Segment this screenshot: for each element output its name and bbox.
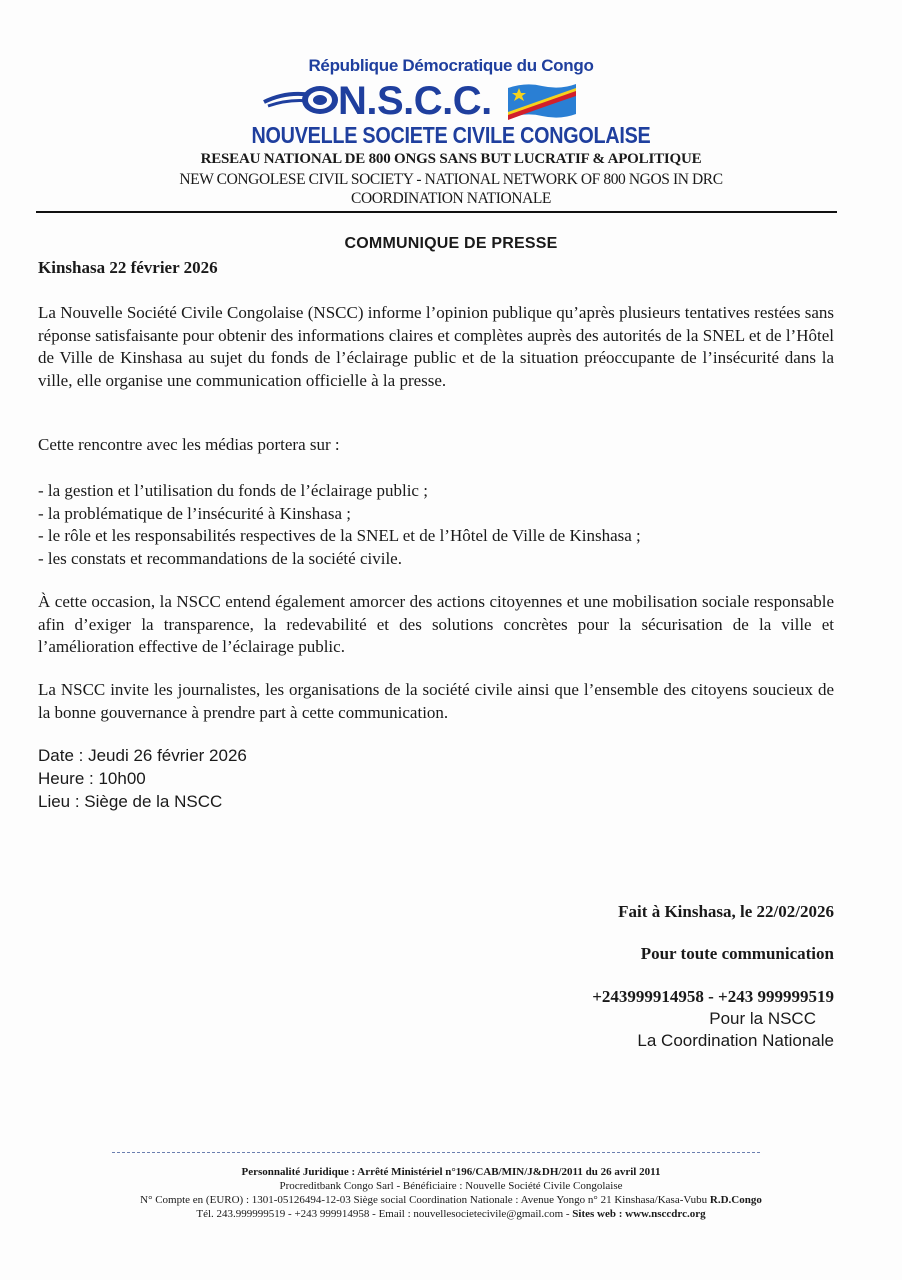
contact-phones: +243999914958 - +243 999999519 xyxy=(592,987,834,1006)
contact-label: Pour toute communication xyxy=(640,944,834,963)
organization-name: NOUVELLE SOCIETE CIVILE CONGOLAISE xyxy=(251,122,651,148)
drc-flag-icon xyxy=(506,82,578,120)
footer-country: R.D.Congo xyxy=(709,1194,762,1206)
paragraph-actions: À cette occasion, la NSCC entend également amorcer des actions citoyennes et une mobilisation sociale responsable afin d’exiger la transparence, la redevabilité et des solutions concrètes pour la sécurisation de la ville et l’amélioration effective de l’éclairage public. xyxy=(38,592,834,657)
signature-org: Pour la NSCC xyxy=(709,1009,816,1028)
place-date: Kinshasa 22 février 2026 xyxy=(38,258,218,277)
footer-contact xyxy=(0,1207,902,1222)
event-time: Heure : 10h00 xyxy=(38,769,146,788)
header-divider xyxy=(36,211,837,213)
topics-list xyxy=(38,480,641,570)
event-date: Date : Jeudi 26 février 2026 xyxy=(38,746,247,765)
event-place: Lieu : Siège de la NSCC xyxy=(38,792,223,811)
document-title: COMMUNIQUE DE PRESSE xyxy=(344,235,558,252)
network-english: NEW CONGOLESE CIVIL SOCIETY - NATIONAL NETWORK OF 800 NGOS IN DRC xyxy=(179,171,723,188)
footer-account-text: N° Compte en (EURO) : 1301-05126494-12-03 Siège social Coordination Nationale : Avenue Yongo n° 21 Kinshasa/Kasa-Vubu xyxy=(140,1194,708,1206)
footer-account xyxy=(0,1193,902,1208)
footer-contact-text: Tél. 243.999999519 - +243 999914958 - Email : nouvellesocietecivile@gmail.com - xyxy=(196,1208,570,1220)
coordination-label: COORDINATION NATIONALE xyxy=(351,190,551,207)
list-item: - le rôle et les responsabilités respectives de la SNEL et de l’Hôtel de Ville de Kinshasa ; xyxy=(38,526,641,546)
nscc-logo xyxy=(262,76,642,126)
signature-signatory: La Coordination Nationale xyxy=(637,1031,834,1050)
footer-divider xyxy=(112,1152,760,1153)
footer-website[interactable]: Sites web : www.nsccdrc.org xyxy=(572,1208,706,1220)
list-item: - la problématique de l’insécurité à Kinshasa ; xyxy=(38,503,351,523)
paragraph-intro: La Nouvelle Société Civile Congolaise (NSCC) informe l’opinion publique qu’après plusieurs tentatives restées sans réponse satisfaisante pour obtenir des informations claires et complètes auprès des autorités de la SNEL et de l’Hôtel de Ville de Kinshasa au sujet du fonds de l’éclairage public et de la situation préoccupante de l’insécurité dans la ville, elle organise une communication officielle à la presse. xyxy=(38,303,834,390)
eye-swoosh-icon xyxy=(262,80,342,120)
footer-bank: Procreditbank Congo Sarl - Bénéficiaire : Nouvelle Société Civile Congolaise xyxy=(279,1180,623,1192)
footer-legal: Personnalité Juridique : Arrêté Ministériel n°196/CAB/MIN/J&DH/2011 du 26 avril 2011 xyxy=(241,1166,661,1178)
done-at: Fait à Kinshasa, le 22/02/2026 xyxy=(618,902,834,921)
logo-text: N.S.C.C. xyxy=(338,79,492,123)
list-item: - la gestion et l’utilisation du fonds de l’éclairage public ; xyxy=(38,481,428,500)
paragraph-invitation: La NSCC invite les journalistes, les organisations de la société civile ainsi que l’ensemble des citoyens soucieux de la bonne gouvernance à prendre part à cette communication. xyxy=(38,680,834,722)
list-item: - les constats et recommandations de la société civile. xyxy=(38,548,402,568)
network-french: RESEAU NATIONAL DE 800 ONGS SANS BUT LUCRATIF & APOLITIQUE xyxy=(200,151,702,167)
paragraph-topics-intro: Cette rencontre avec les médias portera sur : xyxy=(38,435,340,454)
republic-name: République Démocratique du Congo xyxy=(308,56,594,75)
